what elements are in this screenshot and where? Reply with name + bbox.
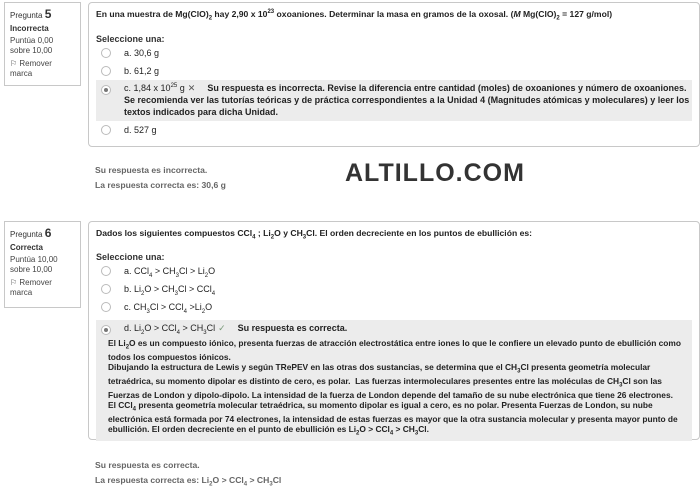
q6-outcome [95,458,281,490]
explanation-paragraph-2: Dibujando la estructura de Lewis y según TRePEV en las otras dos sustancias, se determina que el $CH_3Cl$ presenta geometría molecular tetraédrica, su momento dipolar es distinto de cero, es polar. Las fuerzas intermoleculares presentes entre las moléculas de $CH_3Cl$ son las Fuerzas de London y dipolo-dipolo. La intensidad de la fuerza de London depende del tamaño de su nube electrónica que tiene 26 electrones. [108,361,673,400]
radio-button[interactable] [101,48,111,58]
question-info-5 [4,2,81,86]
radio-button[interactable] [101,302,111,312]
question-text: Dados los siguientes compuestos CCl$_4$ ; $Li_2O$ y $CH_3Cl$. El orden decreciente en los puntos de ebullición es: [96,228,532,241]
incorrect-icon: ✕ [187,82,196,93]
correct-answer: La respuesta correcta es: 30,6 g [95,180,226,191]
answer-option-c[interactable]: c. $CH_3Cl > CCl_4 >Li_2O$ [96,298,692,316]
question-grade: Puntúa 10,00 sobre 10,00 [10,255,58,274]
explanation-paragraph-3: El CCl$_4$ presenta geometría molecular tetraédrica, su momento dipolar es igual a cero, es no polar. Presenta Fuerzas de London, su nube electrónica está formada por 74 electrones, la intensidad de estas fuerzas es mayor que la otra sustancia molecular y presenta mayor punto de ebullición. El orden decreciente en el punto de ebullición es $Li_2O > CCl_4 > CH_3Cl$. [108,400,678,437]
question-text: En una muestra de $Mg(ClO)_2$ hay 2,90 x $10^{23}$ oxoaniones. Determinar la masa en gramos de la oxosal. (M $Mg(ClO)_2 = 127$ g/mol) [96,9,613,22]
select-label: Seleccione una: [96,33,165,44]
correct-answer: La respuesta correcta es: $Li_2O > CCl_4 > CH_3Cl$ [95,475,282,488]
feedback-text: Su respuesta es incorrecta. Revise la diferencia entre cantidad (moles) de oxoaniones y número de oxoaniones. Se recomienda ver las tutorías teóricas y de práctica correspondientes a la Unidad 4 (Magnitudes atómicas y moleculares) y leer los textos indicados para dicha Unidad. [124,82,690,117]
question-content-5 [88,2,700,147]
radio-button-selected[interactable] [101,85,111,95]
question-grade: Puntúa 0,00 sobre 10,00 [10,36,54,55]
radio-button-selected[interactable] [101,325,111,335]
question-state: Incorrecta [10,24,49,33]
outcome-summary: Su respuesta es correcta. [95,460,200,470]
feedback-title: Su respuesta es correcta. [237,322,348,333]
remove-flag-button[interactable]: ⚐ Remover marca [10,59,52,78]
question-number: Pregunta 5 [10,7,52,21]
correct-icon: ✓ [218,322,226,333]
answer-option-d[interactable]: d. $Li_2O > CCl_4 > CH_3Cl$ ✓ Su respuesta es correcta. El $Li_2O$ es un compuesto iónico, presenta fuerzas de atracción electrostática entre iones lo que le confiere un elevado punto de ebullición como todos los compuestos iónicos. Dibujando la estructura de Lewis y según TRePEV en las otras dos sustancias, se determina que el $CH_3Cl$ presenta geometría molecular tetraédrica, su momento dipolar es distinto de cero, es polar. Las fuerzas intermoleculares presentes entre las moléculas de $CH_3Cl$ son las Fuerzas de London y dipolo-dipolo. La intensidad de la fuerza de London depende del tamaño de su nube electrónica que tiene 26 electrones. El CCl$_4$ presenta geometría molecular tetraédrica, su momento dipolar es igual a cero, es no polar. Presenta Fuerzas de London, su nube electrónica está formada por 74 electrones, la intensidad de estas fuerzas es mayor que la otra sustancia molecular y presenta mayor punto de ebullición. El orden decreciente en el punto de ebullición es $Li_2O > CCl_4 > CH_3Cl$. [96,320,692,442]
radio-button[interactable] [101,125,111,135]
question-content-6 [88,221,700,440]
explanation-paragraph-1: El $Li_2O$ es un compuesto iónico, presenta fuerzas de atracción electrostática entre iones lo que le confiere un elevado punto de ebullición como todos los compuestos iónicos. [108,337,681,362]
answer-option-b[interactable]: b. 61,2 g [96,62,692,80]
radio-button[interactable] [101,66,111,76]
explanation-text [108,338,692,439]
remove-flag-button[interactable]: ⚐ Remover marca [10,278,52,297]
answer-option-c[interactable]: c. 1,84 x $10^{25}$ g ✕ Su respuesta es incorrecta. Revise la diferencia entre cantidad (moles) de oxoaniones y número de oxoaniones. Se recomienda ver las tutorías teóricas y de práctica correspondientes a la Unidad 4 (Magnitudes atómicas y moleculares) y leer los textos indicados para dicha Unidad. [96,80,692,121]
q5-outcome [95,163,226,193]
answer-option-a[interactable]: a. $CCl_4 > CH_3Cl > Li_2O$ [96,262,692,280]
question-number: Pregunta 6 [10,226,52,240]
radio-button[interactable] [101,284,111,294]
flag-icon: ⚐ [10,59,18,68]
radio-button[interactable] [101,266,111,276]
answer-option-b[interactable]: b. $Li_2O > CH_3Cl > CCl_4$ [96,280,692,298]
answer-option-d[interactable]: d. 527 g [96,121,692,139]
question-state: Correcta [10,243,43,252]
outcome-summary: Su respuesta es incorrecta. [95,165,208,175]
question-info-6 [4,221,81,308]
watermark: ALTILLO.COM [345,159,525,187]
answer-option-a[interactable]: a. 30,6 g [96,44,692,62]
flag-icon: ⚐ [10,278,18,287]
select-label: Seleccione una: [96,251,165,262]
